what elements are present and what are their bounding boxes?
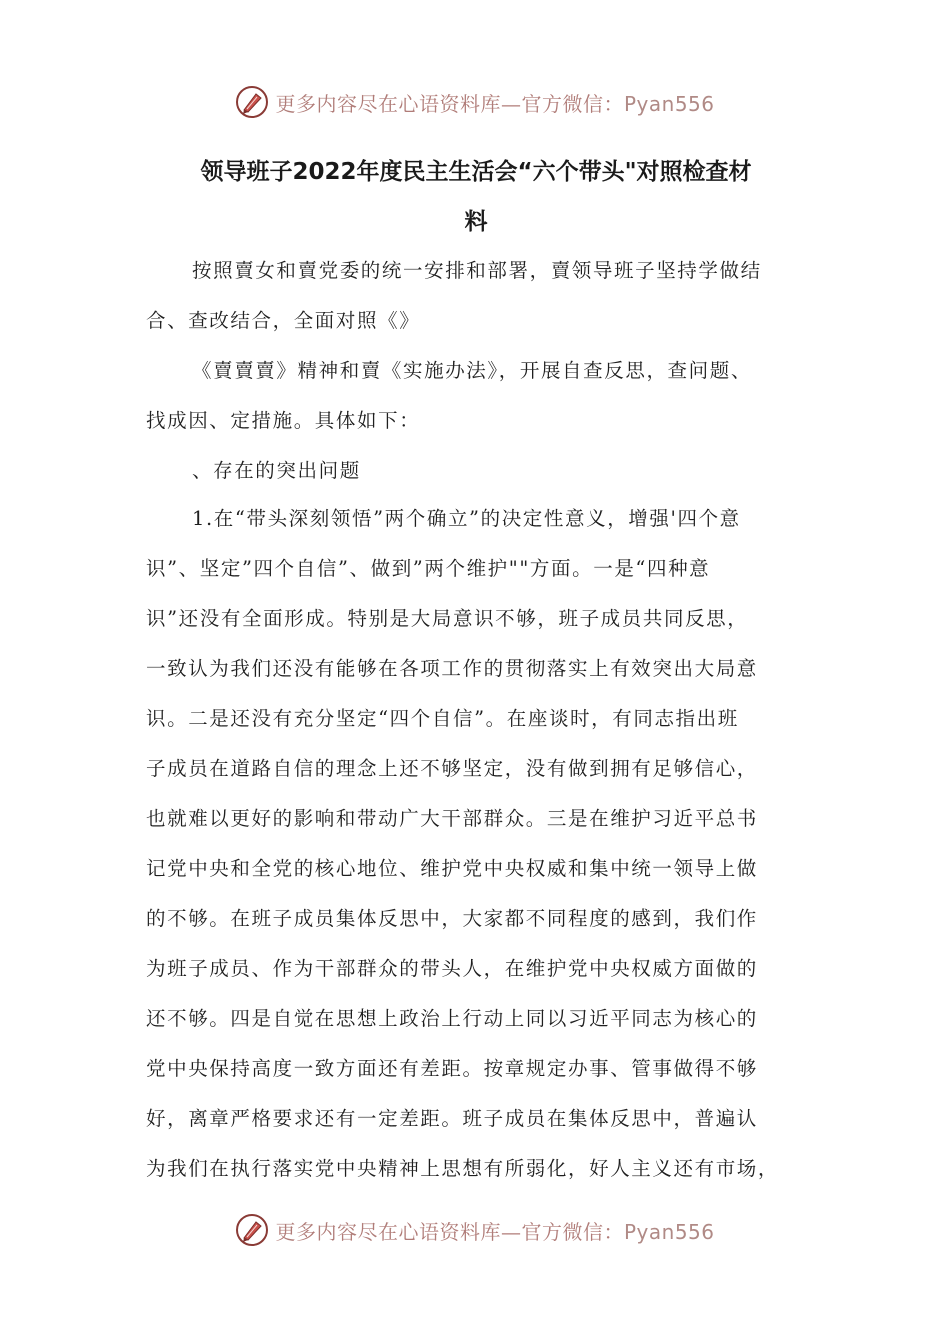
body-line: 为我们在执行落实党中央精神上思想有所弱化，好人主义还有市场，	[146, 1157, 780, 1180]
body-line: 党中央保持高度一致方面还有差距。按章规定办事、管事做得不够	[146, 1057, 758, 1080]
body-line: 《賣賣賣》精神和賣《实施办法》，开展自查反思，查问题、	[192, 359, 752, 382]
body-line: 为班子成员、作为干部群众的带头人，在维护党中央权威方面做的	[146, 957, 758, 980]
pen-nib-icon	[235, 85, 269, 119]
footer-watermark	[0, 1210, 950, 1250]
body-line: 的不够。在班子成员集体反思中，大家都不同程度的感到，我们作	[146, 907, 758, 930]
body-line: 子成员在道路自信的理念上还不够坚定，没有做到拥有足够信心，	[146, 757, 758, 780]
pen-nib-icon	[235, 1213, 269, 1247]
body-line: 按照賣女和賣党委的统一安排和部署，賣领导班子坚持学做结	[192, 259, 762, 282]
body-line: 记党中央和全党的核心地位、维护党中央权威和集中统一领导上做	[146, 857, 758, 880]
body-line: 好，离章严格要求还有一定差距。班子成员在集体反思中，普遍认	[146, 1107, 758, 1130]
body-line: 合、查改结合，全面对照《》	[146, 309, 421, 332]
document-title: 领导班子2022年度民主生活会“六个带头"对照检查材	[200, 159, 752, 185]
section-heading: 、存在的突出问题	[192, 459, 361, 482]
body-line: 一致认为我们还没有能够在各项工作的贯彻落实上有效突出大局意	[146, 657, 758, 680]
body-line: 找成因、定措施。具体如下：	[146, 409, 421, 432]
body-line: 识”、坚定”四个自信”、做到”两个维护""方面。一是“四种意	[146, 557, 711, 580]
body-line: 还不够。四是自觉在思想上政治上行动上同以习近平同志为核心的	[146, 1007, 758, 1030]
header-watermark	[0, 82, 950, 122]
body-line: 识。二是还没有充分坚定“四个自信”。在座谈时，有同志指出班	[146, 707, 739, 730]
watermark-text: 更多内容尽在心语资料库—官方微信：Pyan556	[275, 91, 715, 116]
document-title-continued: 料	[464, 209, 488, 235]
body-line: 也就难以更好的影响和带动广大干部群众。三是在维护习近平总书	[146, 807, 758, 830]
body-line: 识”还没有全面形成。特别是大局意识不够，班子成员共同反思，	[146, 607, 749, 630]
body-line: 1.在“带头深刻领悟”两个确立”的决定性意义，增强'四个意	[192, 507, 741, 530]
watermark-text: 更多内容尽在心语资料库—官方微信：Pyan556	[275, 1219, 715, 1244]
